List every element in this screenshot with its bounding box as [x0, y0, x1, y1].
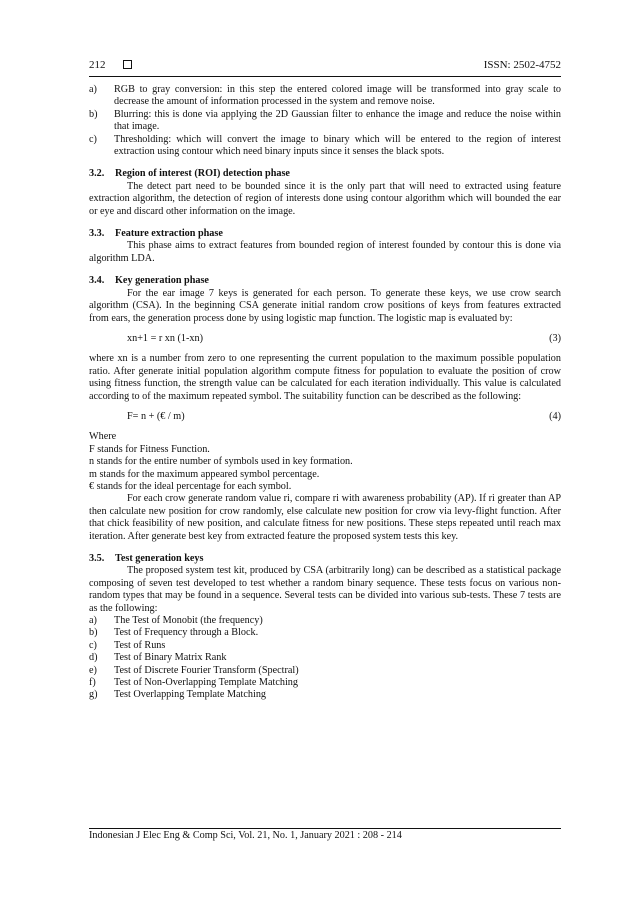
issn-label: ISSN: 2502-4752: [483, 59, 561, 71]
list-marker: c): [89, 133, 97, 145]
header-rule: [89, 76, 561, 77]
list-item: [89, 109, 561, 134]
list-text: Test of Runs: [114, 639, 166, 651]
footer-citation: Indonesian J Elec Eng & Comp Sci, Vol. 21, No. 1, January 2021 : 208 - 214: [89, 830, 402, 841]
section-title: Key generation phase: [115, 275, 209, 287]
list-item: [89, 627, 561, 639]
section-number: 3.3.: [89, 228, 105, 240]
list-item: [89, 665, 561, 677]
list-text: Test of Binary Matrix Rank: [114, 652, 227, 664]
section-number: 3.4.: [89, 275, 105, 287]
section-title: Region of interest (ROI) detection phase: [115, 168, 290, 180]
list-item: [89, 677, 561, 689]
list-text: Test of Frequency through a Block.: [114, 627, 259, 639]
section-number: 3.2.: [89, 168, 105, 180]
list-item: [89, 689, 561, 701]
page-body: [89, 84, 561, 702]
list-text: Test Overlapping Template Matching: [114, 689, 267, 701]
paragraph: The proposed system test kit, produced by CSA (arbitrarily long) can be described as a statistical package composing of seven test developed to test whether a random binary sequence. These tests focus on various non-random types that may be found in a sequence. Several tests can be divided into various sub-tests. These 7 tests are as the following:: [89, 565, 561, 614]
section-title: Feature extraction phase: [115, 228, 223, 240]
paragraph: For the ear image 7 keys is generated for each person. To generate these keys, we use crow search algorithm (CSA). In the beginning CSA generate initial random crow positions of keys from features extracted from ears, the generation process done by using logistic map function. The logistic map is evaluated by:: [89, 287, 561, 324]
list-text: Test of Discrete Fourier Transform (Spectral): [114, 664, 299, 676]
list-text: The Test of Monobit (the frequency): [114, 615, 263, 627]
section-number: 3.5.: [89, 553, 105, 564]
list-marker: a): [89, 84, 97, 95]
list-text: Blurring: this is done via applying the 2D Gaussian filter to enhance the image and reduce the noise within that image.: [114, 108, 561, 133]
definition-line: m stands for the maximum appeared symbol percentage.: [89, 468, 320, 480]
list-marker: d): [89, 652, 98, 664]
equation-number: (4): [549, 410, 561, 422]
list-marker: b): [89, 108, 98, 120]
list-marker: b): [89, 627, 98, 639]
list-text: RGB to gray conversion: in this step the entered colored image will be transformed into gray scale to decrease the amount of information processed in the system and remove noise.: [114, 84, 561, 108]
section-heading-3-3: [89, 228, 561, 240]
paragraph: The detect part need to be bounded since it is the only part that will need to extracted using feature extraction algorithm, the detection of region of interests done using contour algorithm which will bounded the ear or eye and discard other information on the image.: [89, 180, 561, 217]
definition-line: n stands for the entire number of symbols used in key formation.: [89, 456, 353, 468]
page-number: 212: [89, 59, 106, 71]
equation-text: xn+1 = r xn (1-xn): [127, 332, 203, 344]
definition-line: F stands for Fitness Function.: [89, 443, 210, 455]
section-heading-3-5: [89, 553, 561, 565]
where-label: Where: [89, 431, 117, 443]
definition-line: € stands for the ideal percentage for each symbol.: [89, 480, 292, 492]
list-marker: a): [89, 615, 97, 627]
page-header: [89, 59, 561, 77]
equation-4: [89, 411, 561, 423]
footer-rule: [89, 828, 561, 829]
list-item: [89, 640, 561, 652]
list-item: [89, 84, 561, 109]
equation-3: [89, 333, 561, 345]
equation-text: F= n + (€ / m): [127, 410, 185, 422]
list-text: Test of Non-Overlapping Template Matching: [114, 677, 298, 689]
paragraph: where xn is a number from zero to one representing the current population to the maximum possible population ratio. After generate initial population algorithm compute fitness for population to evaluate the position of crow using fitness function, the strength value can be calculated for each iteration individually. This value is calculated according to of the maximum repeated symbol. The suitability function can be described as the following:: [89, 353, 561, 402]
list-item: [89, 652, 561, 664]
list-marker: g): [89, 689, 98, 701]
list-marker: f): [89, 677, 96, 689]
equation-number: (3): [549, 332, 561, 344]
section-heading-3-2: [89, 168, 561, 180]
paragraph: This phase aims to extract features from bounded region of interest founded by contour this is done via algorithm LDA.: [89, 240, 561, 264]
list-text: Thresholding: which will convert the image to binary which will be entered to the region of interest extraction using contour which need binary inputs since it senses the black spots.: [114, 133, 561, 158]
section-heading-3-4: [89, 275, 561, 287]
square-icon: [123, 60, 132, 69]
paragraph: For each crow generate random value ri, compare ri with awareness probability (AP). If ri greater than AP then calculate new position for crow randomly, else calculate new position for crow via levy-flight function. After that chick feasibility of new position, and calculate fitness for new positions. These steps repeated until reach max iteration. After generate best key from extracted feature the proposed system tests this key.: [89, 493, 561, 542]
list-marker: c): [89, 639, 97, 651]
list-item: [89, 615, 561, 627]
section-title: Test generation keys: [115, 553, 204, 564]
list-marker: e): [89, 664, 97, 676]
list-item: [89, 134, 561, 159]
